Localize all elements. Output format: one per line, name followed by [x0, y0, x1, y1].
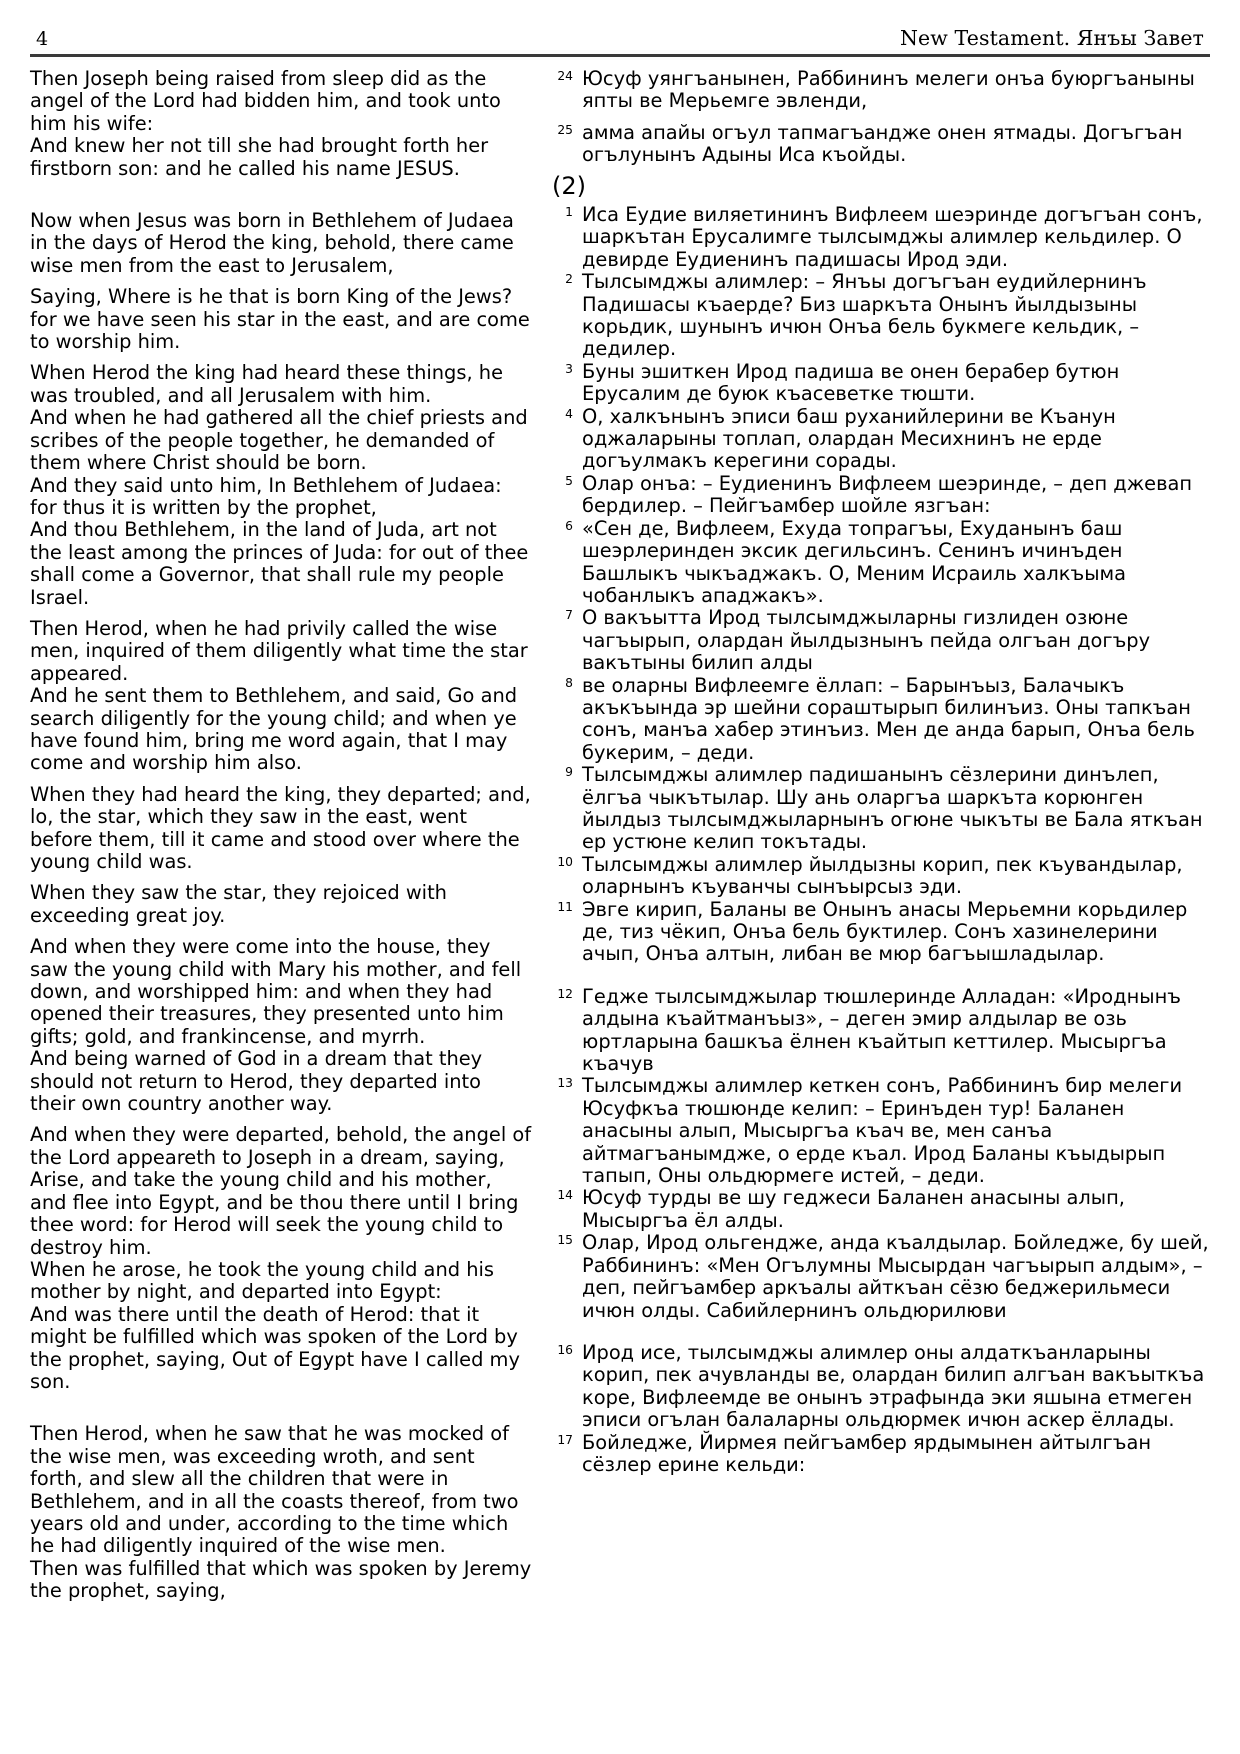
english-column — [30, 68, 542, 1603]
chapter-marker: (2) — [552, 171, 586, 200]
verse-row — [548, 1187, 1210, 1232]
verse-text: Тылсымджы алимлер йылдызны корип, пек къувандылар, оларнынъ къуванчы сынъырсыз эди. — [582, 852, 1183, 899]
verse-spacer — [548, 966, 1210, 986]
english-paragraph: When they had heard the king, they departed; and, lo, the star, which they saw in the east, went before them, till it came and stood over where the young child was. — [30, 782, 531, 873]
header-divider-rule — [30, 54, 1210, 57]
verse-text: Бойледже, Йирмея пейгъамбер ярдымынен айтылгъан сёзлер ерине кельди: — [582, 1430, 1152, 1476]
verse-row — [548, 271, 1210, 361]
verse-row — [548, 361, 1210, 406]
verse-number: 1 — [565, 205, 573, 220]
verse-row — [548, 122, 1210, 167]
english-paragraph: And they said unto him, In Bethlehem of Judaea: for thus it is written by the prophet, — [30, 473, 502, 519]
verse-text: Буны эшиткен Ирод падиша ве онен берабер бутюн Ерусалим де буюк къасеветке тюшти. — [582, 359, 1120, 406]
verse-row — [548, 68, 1210, 113]
verse-number: 15 — [557, 1233, 573, 1248]
verse-text: Тылсымджы алимлер кеткен сонъ, Раббининъ бир мелеги Юсуфкъа тюшюнде келип: – Еринъден тур! Баланен анасыны алып, Мысыргъа къач ве, мен санъа айтмагъанымдже, о ерде къал. Ирод Баланы къыдырып тапып, Оны ольдюрмеге истей, – деди. — [582, 1074, 1183, 1188]
verse-text: Эвге кирип, Баланы ве Онынъ анасы Мерьемни корьдилер де, тиз чёкип, Онъа бель буктилер. Сонъ хазинелерини ачып, Онъа алтын, либан ве мюр багъышладылар. — [582, 897, 1188, 966]
verse-number: 17 — [557, 1432, 573, 1447]
verse-row — [548, 1342, 1210, 1432]
verse-number: 25 — [557, 122, 573, 137]
verse-number: 13 — [557, 1076, 573, 1091]
verse-number: 7 — [565, 608, 573, 623]
verse-number: 11 — [557, 899, 573, 914]
verse-number: 9 — [565, 765, 573, 780]
verse-text: Юсуф уянгъанынен, Раббининъ мелеги онъа буюргъаныны япты ве Мерьемге эвленди, — [582, 67, 1195, 113]
english-paragraph: Now when Jesus was born in Bethlehem of Judaea in the days of Herod the king, behold, there came wise men from the east to Jerusalem, — [30, 209, 514, 277]
verse-number: 8 — [565, 675, 573, 690]
verse-row — [548, 899, 1210, 966]
page-number: 4 — [36, 28, 49, 50]
verse-row — [548, 675, 1210, 765]
verse-text: Юсуф турды ве шу геджеси Баланен анасыны алып, Мысыргъа ёл алды. — [582, 1186, 1125, 1232]
english-paragraph: And when they were come into the house, they saw the young child with Mary his mother, and fell down, and worshipped him: and when they had opened their treasures, they presented unto him gifts; gold, and frankincense, and myrrh. — [30, 935, 522, 1048]
verse-number: 24 — [557, 69, 573, 83]
verse-text: Гедже тылсымджылар тюшлеринде Алладан: «Ироднынъ алдына къайтманъыз», – деген эмир алдылар ве озь юртларына башкъа ёлнен къайтып кеттилер. Мысыргъа къачув — [582, 984, 1181, 1076]
verse-row — [548, 764, 1210, 854]
english-paragraph: Saying, Where is he that is born King of the Jews? for we have seen his star in the east, and are come to worship him. — [30, 285, 530, 354]
verse-number: 4 — [565, 406, 573, 421]
verse-text: О вакъытта Ирод тылсымджыларны гизлиден озюне чагъырып, олардан йылдызнынъ пейда олгъан догъру вакътыны билип алды — [582, 606, 1151, 675]
verse-number: 2 — [565, 272, 573, 287]
verse-row — [548, 473, 1210, 518]
english-paragraph: And knew her not till she had brought forth her firstborn son: and he called his name JESUS. — [30, 134, 489, 180]
verse-number: 12 — [557, 986, 573, 1001]
verse-number: 5 — [565, 473, 573, 488]
verse-row — [548, 1232, 1210, 1322]
verse-text: Олар, Ирод ольгендже, анда къалдылар. Бойледже, бу шей, Раббининъ: «Мен Огълумны Мысырдан чагъырып алдым», – деп, пейгъамбер аркъалы айткъан сёзю беджерильмеси ичюн олды. Сабийлернинъ ольдюрилюви — [582, 1231, 1209, 1322]
verse-text: ве оларны Вифлеемге ёллап: – Барынъыз, Балачыкъ акъкъында эр шейни сораштырып билинъиз. Оны тапкъан сонъ, манъа хабер этинъиз. Мен де анда барып, Онъа бель букерим, – деди. — [582, 673, 1195, 764]
paragraph-spacer — [30, 1393, 532, 1423]
running-head — [30, 28, 1210, 54]
english-paragraph: And he sent them to Bethlehem, and said, Go and search diligently for the young child; and when ye have found him, bring me word again, that I may come and worship him also. — [30, 684, 518, 775]
verse-number: 6 — [565, 518, 573, 533]
verse-number: 14 — [557, 1188, 573, 1203]
english-paragraph: When they saw the star, they rejoiced with exceeding great joy. — [30, 881, 447, 927]
english-paragraph: When Herod the king had heard these things, he was troubled, and all Jerusalem with him. — [30, 361, 503, 407]
verse-text: Иса Еудие виляетининъ Вифлеем шеэринде догъгъан сонъ, шаркътан Ерусалимге тылсымджы алимлер кельдилер. О девирде Еудиенинъ падишасы Ирод эди. — [582, 203, 1203, 271]
english-paragraph: Then Herod, when he had privily called the wise men, inquired of them diligently what time the star appeared. — [30, 616, 528, 685]
english-paragraph: And being warned of God in a dream that they should not return to Herod, they departed into their own country another way. — [30, 1047, 483, 1116]
verse-text: амма апайы огъул тапмагъандже онен ятмады. Догъгъан огълунынъ Адыны Иса къойды. — [582, 120, 1183, 167]
running-head-title: New Testament. Янъы Завет — [900, 26, 1204, 50]
english-paragraph: Then Herod, when he saw that he was mocked of the wise men, was exceeding wroth, and sent forth, and slew all the children that were in Bethlehem, and in all the coasts thereof, from two years old and under, according to the time which he had diligently inquired of the wise men. — [30, 1422, 519, 1558]
verse-text: Ирод исе, тылсымджы алимлер оны алдаткъанларыны корип, пек ачувланды ве, олардан билип алгъан вакъыткъа коре, Вифлеемде ве онынъ этрафында эки яшына етмеген эписи огълан балаларны ольдюрмек ичюн аскер ёллады. — [582, 1340, 1205, 1432]
verse-row — [548, 607, 1210, 674]
verse-row — [548, 518, 1210, 608]
english-paragraph: And was there until the death of Herod: that it might be fulfilled which was spoken of the Lord by the prophet, saying, Out of Egypt have I called my son. — [30, 1302, 520, 1393]
two-column-body — [30, 68, 1210, 1603]
paragraph-spacer — [30, 180, 532, 210]
english-paragraph: Then Joseph being raised from sleep did as the angel of the Lord had bidden him, and took unto him his wife: — [30, 67, 501, 135]
verse-row — [548, 1075, 1210, 1187]
verse-row — [548, 406, 1210, 473]
english-paragraph: And when they were departed, behold, the angel of the Lord appeareth to Joseph in a dream, saying, Arise, and take the young child and his mother, and flee into Egypt, and be thou there until I bring thee word: for Herod will seek the young child to destroy him. — [30, 1123, 532, 1259]
verse-row — [548, 204, 1210, 271]
verse-row — [548, 854, 1210, 899]
english-paragraph: And thou Bethlehem, in the land of Juda, art not the least among the princes of Juda: for out of thee shall come a Governor, that shall rule my people Israel. — [30, 518, 529, 609]
english-paragraph: Then was fulfilled that which was spoken by Jeremy the prophet, saying, — [30, 1556, 532, 1603]
english-paragraph: When he arose, he took the young child and his mother by night, and departed into Egypt: — [30, 1257, 494, 1304]
verse-text: Тылсымджы алимлер: – Янъы догъгъан еудийлернинъ Падишасы къаерде? Биз шаркъта Онынъ йылдызыны корьдик, шунынъ ичюн Онъа бель букмеге кельдик, – дедилер. — [582, 270, 1147, 361]
verse-text: «Сен де, Вифлеем, Ехуда топрагъы, Ехуданынъ баш шеэрлеринден эксик дегильсинъ. Сенинъ ичинъден Башлыкъ чыкъаджакъ. О, Меним Исраиль халкъыма чобанлыкъ ападжакъ». — [582, 516, 1127, 607]
verse-text: О, халкънынъ эписи баш руханийлерини ве Къанун оджаларыны топлап, олардан Месихнинъ не ерде догъулмакъ керегини сорады. — [582, 404, 1116, 473]
verse-spacer — [548, 1322, 1210, 1342]
verse-text: Тылсымджы алимлер падишанынъ сёзлерини динълеп, ёлгъа чыкътылар. Шу ань оларгъа шаркъта корюнген йылдыз тылсымджыларнынъ огюне чыкъты ве Бала яткъан ер устюне келип токътады. — [582, 763, 1203, 854]
verse-row — [548, 986, 1210, 1076]
verse-number: 3 — [565, 361, 573, 376]
verse-text: Олар онъа: – Еудиенинъ Вифлеем шеэринде, – деп джевап бердилер. – Пейгъамбер шойле язгъан: — [582, 471, 1193, 518]
verse-number: 10 — [557, 854, 573, 869]
cyrillic-column — [542, 68, 1210, 1476]
verse-number: 16 — [557, 1342, 573, 1357]
english-paragraph: And when he had gathered all the chief priests and scribes of the people together, he demanded of them where Christ should be born. — [30, 406, 528, 475]
verse-row — [548, 1432, 1210, 1477]
